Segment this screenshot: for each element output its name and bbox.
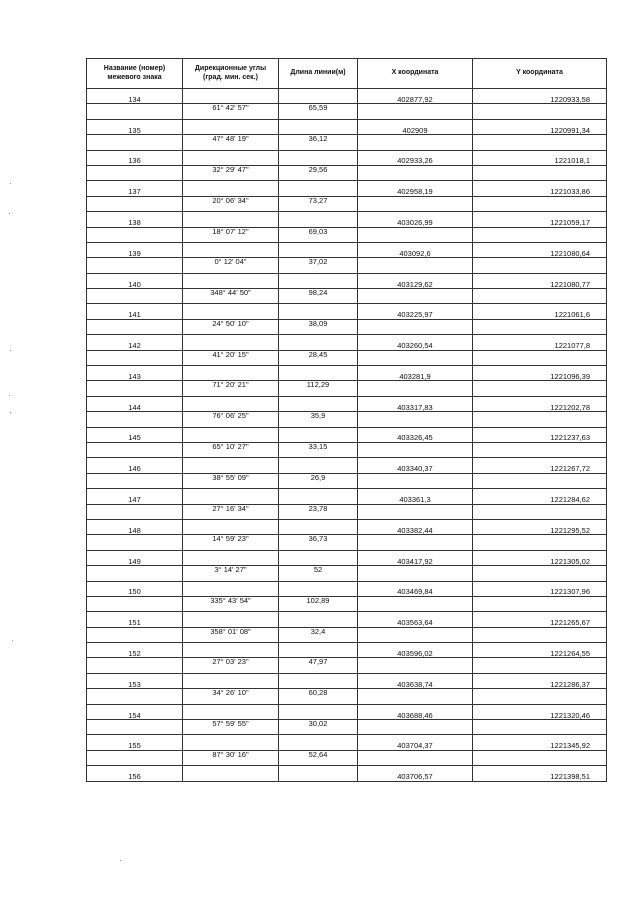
- empty-cell: [358, 689, 473, 704]
- point-name: 155: [87, 735, 183, 750]
- empty-cell: [183, 643, 279, 658]
- direction-angle: 65° 10' 27": [183, 442, 279, 457]
- point-name: 150: [87, 581, 183, 596]
- empty-cell: [473, 596, 607, 611]
- point-row: [87, 396, 607, 411]
- x-coordinate: 403596,02: [358, 643, 473, 658]
- empty-cell: [183, 396, 279, 411]
- line-length: 52: [279, 566, 358, 581]
- x-coordinate: 403706,57: [358, 766, 473, 781]
- x-coordinate: 403326,45: [358, 427, 473, 442]
- empty-cell: [87, 473, 183, 488]
- empty-cell: [183, 612, 279, 627]
- point-name: 134: [87, 89, 183, 104]
- point-name: 153: [87, 673, 183, 688]
- empty-cell: [358, 750, 473, 765]
- point-row: [87, 119, 607, 134]
- x-coordinate: 403469,84: [358, 581, 473, 596]
- empty-cell: [358, 720, 473, 735]
- segment-row: [87, 504, 607, 519]
- line-length: 36,73: [279, 535, 358, 550]
- empty-cell: [358, 627, 473, 642]
- empty-cell: [87, 165, 183, 180]
- direction-angle: 57° 59' 55": [183, 720, 279, 735]
- empty-cell: [183, 735, 279, 750]
- x-coordinate: 403260,54: [358, 335, 473, 350]
- x-coordinate: 403382,44: [358, 519, 473, 534]
- point-name: 148: [87, 519, 183, 534]
- y-coordinate: 1221077,8: [473, 335, 607, 350]
- empty-cell: [358, 566, 473, 581]
- empty-cell: [358, 227, 473, 242]
- y-coordinate: 1221320,46: [473, 704, 607, 719]
- segment-row: [87, 258, 607, 273]
- segment-row: [87, 165, 607, 180]
- point-row: [87, 519, 607, 534]
- line-length: 47,97: [279, 658, 358, 673]
- empty-cell: [358, 104, 473, 119]
- x-coordinate: 403340,37: [358, 458, 473, 473]
- y-coordinate: 1221264,55: [473, 643, 607, 658]
- point-name: 135: [87, 119, 183, 134]
- point-row: [87, 366, 607, 381]
- x-coordinate: 402909: [358, 119, 473, 134]
- point-name: 143: [87, 366, 183, 381]
- empty-cell: [183, 366, 279, 381]
- point-row: [87, 550, 607, 565]
- x-coordinate: 402877,92: [358, 89, 473, 104]
- direction-angle: 38° 55' 09": [183, 473, 279, 488]
- direction-angle: 71° 20' 21": [183, 381, 279, 396]
- empty-cell: [279, 519, 358, 534]
- empty-cell: [279, 212, 358, 227]
- segment-row: [87, 196, 607, 211]
- direction-angle: 335° 43' 54": [183, 596, 279, 611]
- segment-row: [87, 689, 607, 704]
- empty-cell: [358, 258, 473, 273]
- direction-angle: 32° 29' 47": [183, 165, 279, 180]
- line-length: 26,9: [279, 473, 358, 488]
- empty-cell: [358, 504, 473, 519]
- empty-cell: [87, 658, 183, 673]
- empty-cell: [473, 381, 607, 396]
- scan-speck: [10, 183, 11, 184]
- point-row: [87, 181, 607, 196]
- empty-cell: [473, 504, 607, 519]
- segment-row: [87, 350, 607, 365]
- point-name: 138: [87, 212, 183, 227]
- empty-cell: [358, 535, 473, 550]
- empty-cell: [279, 335, 358, 350]
- direction-angle: 76° 06' 25": [183, 412, 279, 427]
- point-name: 145: [87, 427, 183, 442]
- segment-row: [87, 442, 607, 457]
- empty-cell: [87, 535, 183, 550]
- empty-cell: [87, 381, 183, 396]
- empty-cell: [279, 181, 358, 196]
- empty-cell: [473, 227, 607, 242]
- line-length: 32,4: [279, 627, 358, 642]
- line-length: 36,12: [279, 135, 358, 150]
- segment-row: [87, 720, 607, 735]
- point-row: [87, 735, 607, 750]
- empty-cell: [279, 673, 358, 688]
- point-row: [87, 489, 607, 504]
- empty-cell: [183, 427, 279, 442]
- empty-cell: [358, 289, 473, 304]
- line-length: 35,9: [279, 412, 358, 427]
- empty-cell: [473, 196, 607, 211]
- line-length: 23,78: [279, 504, 358, 519]
- direction-angle: 0° 12' 04": [183, 258, 279, 273]
- empty-cell: [358, 381, 473, 396]
- point-name: 149: [87, 550, 183, 565]
- scan-speck: [12, 640, 13, 641]
- header-name: Название (номер) межевого знака: [87, 59, 183, 89]
- empty-cell: [358, 135, 473, 150]
- point-row: [87, 643, 607, 658]
- y-coordinate: 1221345,92: [473, 735, 607, 750]
- empty-cell: [183, 273, 279, 288]
- point-row: [87, 704, 607, 719]
- empty-cell: [183, 181, 279, 196]
- direction-angle: 358° 01' 08": [183, 627, 279, 642]
- line-length: 38,09: [279, 319, 358, 334]
- empty-cell: [279, 643, 358, 658]
- direction-angle: 27° 16' 34": [183, 504, 279, 519]
- empty-cell: [87, 689, 183, 704]
- segment-row: [87, 750, 607, 765]
- point-name: 146: [87, 458, 183, 473]
- empty-cell: [87, 504, 183, 519]
- x-coordinate: 403361,3: [358, 489, 473, 504]
- empty-cell: [279, 766, 358, 781]
- empty-cell: [473, 165, 607, 180]
- empty-cell: [473, 750, 607, 765]
- empty-cell: [473, 350, 607, 365]
- empty-cell: [183, 581, 279, 596]
- empty-cell: [279, 304, 358, 319]
- x-coordinate: 403638,74: [358, 673, 473, 688]
- segment-row: [87, 135, 607, 150]
- x-coordinate: 402958,19: [358, 181, 473, 196]
- point-name: 136: [87, 150, 183, 165]
- empty-cell: [279, 458, 358, 473]
- scan-speck: [10, 412, 11, 413]
- table-header-row: [87, 59, 607, 89]
- segment-row: [87, 596, 607, 611]
- empty-cell: [473, 135, 607, 150]
- segment-row: [87, 658, 607, 673]
- empty-cell: [279, 735, 358, 750]
- empty-cell: [358, 596, 473, 611]
- line-length: 33,15: [279, 442, 358, 457]
- header-angle: Дирекционные углы (град. мин. сек.): [183, 59, 279, 89]
- y-coordinate: 1221202,78: [473, 396, 607, 411]
- point-name: 141: [87, 304, 183, 319]
- y-coordinate: 1221033,86: [473, 181, 607, 196]
- empty-cell: [279, 366, 358, 381]
- segment-row: [87, 412, 607, 427]
- x-coordinate: 403563,64: [358, 612, 473, 627]
- empty-cell: [87, 596, 183, 611]
- empty-cell: [473, 442, 607, 457]
- direction-angle: 348° 44' 50": [183, 289, 279, 304]
- direction-angle: 61° 42' 57": [183, 104, 279, 119]
- empty-cell: [279, 150, 358, 165]
- point-row: [87, 458, 607, 473]
- point-row: [87, 581, 607, 596]
- point-row: [87, 335, 607, 350]
- empty-cell: [87, 196, 183, 211]
- direction-angle: 87° 30' 16": [183, 750, 279, 765]
- segment-row: [87, 319, 607, 334]
- empty-cell: [87, 350, 183, 365]
- x-coordinate: 402933,26: [358, 150, 473, 165]
- point-name: 156: [87, 766, 183, 781]
- empty-cell: [183, 89, 279, 104]
- empty-cell: [279, 89, 358, 104]
- point-row: [87, 766, 607, 781]
- point-name: 139: [87, 242, 183, 257]
- empty-cell: [473, 566, 607, 581]
- point-name: 142: [87, 335, 183, 350]
- empty-cell: [183, 458, 279, 473]
- line-length: 73,27: [279, 196, 358, 211]
- segment-row: [87, 104, 607, 119]
- empty-cell: [87, 319, 183, 334]
- direction-angle: 3° 14' 27": [183, 566, 279, 581]
- coordinates-table: [86, 58, 607, 782]
- empty-cell: [358, 350, 473, 365]
- empty-cell: [279, 242, 358, 257]
- point-name: 154: [87, 704, 183, 719]
- point-row: [87, 273, 607, 288]
- y-coordinate: 1220991,34: [473, 119, 607, 134]
- point-name: 151: [87, 612, 183, 627]
- line-length: 29,56: [279, 165, 358, 180]
- empty-cell: [473, 104, 607, 119]
- scan-speck: [9, 395, 10, 396]
- empty-cell: [183, 766, 279, 781]
- empty-cell: [473, 658, 607, 673]
- empty-cell: [279, 489, 358, 504]
- empty-cell: [183, 150, 279, 165]
- empty-cell: [279, 581, 358, 596]
- x-coordinate: 403317,83: [358, 396, 473, 411]
- line-length: 102,89: [279, 596, 358, 611]
- segment-row: [87, 227, 607, 242]
- direction-angle: 34° 26' 10": [183, 689, 279, 704]
- empty-cell: [183, 550, 279, 565]
- empty-cell: [87, 289, 183, 304]
- empty-cell: [473, 258, 607, 273]
- empty-cell: [358, 165, 473, 180]
- point-name: 147: [87, 489, 183, 504]
- segment-row: [87, 535, 607, 550]
- empty-cell: [473, 412, 607, 427]
- y-coordinate: 1221237,63: [473, 427, 607, 442]
- empty-cell: [279, 119, 358, 134]
- empty-cell: [473, 319, 607, 334]
- y-coordinate: 1221061,6: [473, 304, 607, 319]
- empty-cell: [358, 442, 473, 457]
- line-length: 60,28: [279, 689, 358, 704]
- empty-cell: [279, 550, 358, 565]
- point-row: [87, 242, 607, 257]
- empty-cell: [87, 412, 183, 427]
- empty-cell: [279, 612, 358, 627]
- y-coordinate: 1221059,17: [473, 212, 607, 227]
- header-y: Y координата: [473, 59, 607, 89]
- empty-cell: [87, 750, 183, 765]
- point-name: 140: [87, 273, 183, 288]
- empty-cell: [473, 473, 607, 488]
- y-coordinate: 1221080,64: [473, 242, 607, 257]
- empty-cell: [183, 704, 279, 719]
- y-coordinate: 1221305,02: [473, 550, 607, 565]
- empty-cell: [183, 304, 279, 319]
- x-coordinate: 403704,37: [358, 735, 473, 750]
- empty-cell: [183, 212, 279, 227]
- line-length: 30,02: [279, 720, 358, 735]
- scan-speck: [10, 350, 11, 351]
- empty-cell: [183, 489, 279, 504]
- empty-cell: [87, 720, 183, 735]
- y-coordinate: 1221265,67: [473, 612, 607, 627]
- empty-cell: [183, 119, 279, 134]
- empty-cell: [87, 566, 183, 581]
- empty-cell: [473, 627, 607, 642]
- y-coordinate: 1221018,1: [473, 150, 607, 165]
- point-row: [87, 673, 607, 688]
- x-coordinate: 403225,97: [358, 304, 473, 319]
- y-coordinate: 1221267,72: [473, 458, 607, 473]
- point-name: 152: [87, 643, 183, 658]
- empty-cell: [358, 473, 473, 488]
- direction-angle: 27° 03' 23": [183, 658, 279, 673]
- y-coordinate: 1220933,58: [473, 89, 607, 104]
- line-length: 52,64: [279, 750, 358, 765]
- y-coordinate: 1221096,39: [473, 366, 607, 381]
- header-length: Длина линии(м): [279, 59, 358, 89]
- x-coordinate: 403129,62: [358, 273, 473, 288]
- line-length: 98,24: [279, 289, 358, 304]
- direction-angle: 14° 59' 23": [183, 535, 279, 550]
- point-name: 137: [87, 181, 183, 196]
- segment-row: [87, 627, 607, 642]
- empty-cell: [358, 196, 473, 211]
- segment-row: [87, 381, 607, 396]
- empty-cell: [473, 720, 607, 735]
- empty-cell: [87, 104, 183, 119]
- y-coordinate: 1221080,77: [473, 273, 607, 288]
- point-row: [87, 427, 607, 442]
- empty-cell: [473, 289, 607, 304]
- empty-cell: [279, 396, 358, 411]
- empty-cell: [87, 227, 183, 242]
- point-row: [87, 89, 607, 104]
- point-row: [87, 304, 607, 319]
- y-coordinate: 1221295,52: [473, 519, 607, 534]
- empty-cell: [183, 335, 279, 350]
- empty-cell: [87, 258, 183, 273]
- segment-row: [87, 473, 607, 488]
- line-length: 28,45: [279, 350, 358, 365]
- segment-row: [87, 289, 607, 304]
- direction-angle: 24° 50' 10": [183, 319, 279, 334]
- x-coordinate: 403417,92: [358, 550, 473, 565]
- point-row: [87, 212, 607, 227]
- x-coordinate: 403092,6: [358, 242, 473, 257]
- y-coordinate: 1221284,62: [473, 489, 607, 504]
- empty-cell: [87, 627, 183, 642]
- segment-row: [87, 566, 607, 581]
- direction-angle: 47° 48' 19": [183, 135, 279, 150]
- empty-cell: [473, 689, 607, 704]
- empty-cell: [473, 535, 607, 550]
- empty-cell: [87, 442, 183, 457]
- empty-cell: [87, 135, 183, 150]
- direction-angle: 20° 06' 34": [183, 196, 279, 211]
- empty-cell: [358, 319, 473, 334]
- empty-cell: [279, 704, 358, 719]
- empty-cell: [183, 519, 279, 534]
- y-coordinate: 1221307,96: [473, 581, 607, 596]
- header-x: X координата: [358, 59, 473, 89]
- x-coordinate: 403026,99: [358, 212, 473, 227]
- x-coordinate: 403688,46: [358, 704, 473, 719]
- point-row: [87, 612, 607, 627]
- line-length: 65,59: [279, 104, 358, 119]
- line-length: 112,29: [279, 381, 358, 396]
- scan-speck: [120, 860, 121, 861]
- empty-cell: [183, 242, 279, 257]
- empty-cell: [358, 658, 473, 673]
- y-coordinate: 1221398,51: [473, 766, 607, 781]
- table-body: [87, 89, 607, 782]
- line-length: 37,02: [279, 258, 358, 273]
- x-coordinate: 403281,9: [358, 366, 473, 381]
- line-length: 69,03: [279, 227, 358, 242]
- y-coordinate: 1221286,37: [473, 673, 607, 688]
- point-row: [87, 150, 607, 165]
- empty-cell: [279, 273, 358, 288]
- empty-cell: [183, 673, 279, 688]
- scan-speck: [9, 213, 10, 214]
- point-name: 144: [87, 396, 183, 411]
- direction-angle: 18° 07' 12": [183, 227, 279, 242]
- empty-cell: [279, 427, 358, 442]
- direction-angle: 41° 20' 15": [183, 350, 279, 365]
- empty-cell: [358, 412, 473, 427]
